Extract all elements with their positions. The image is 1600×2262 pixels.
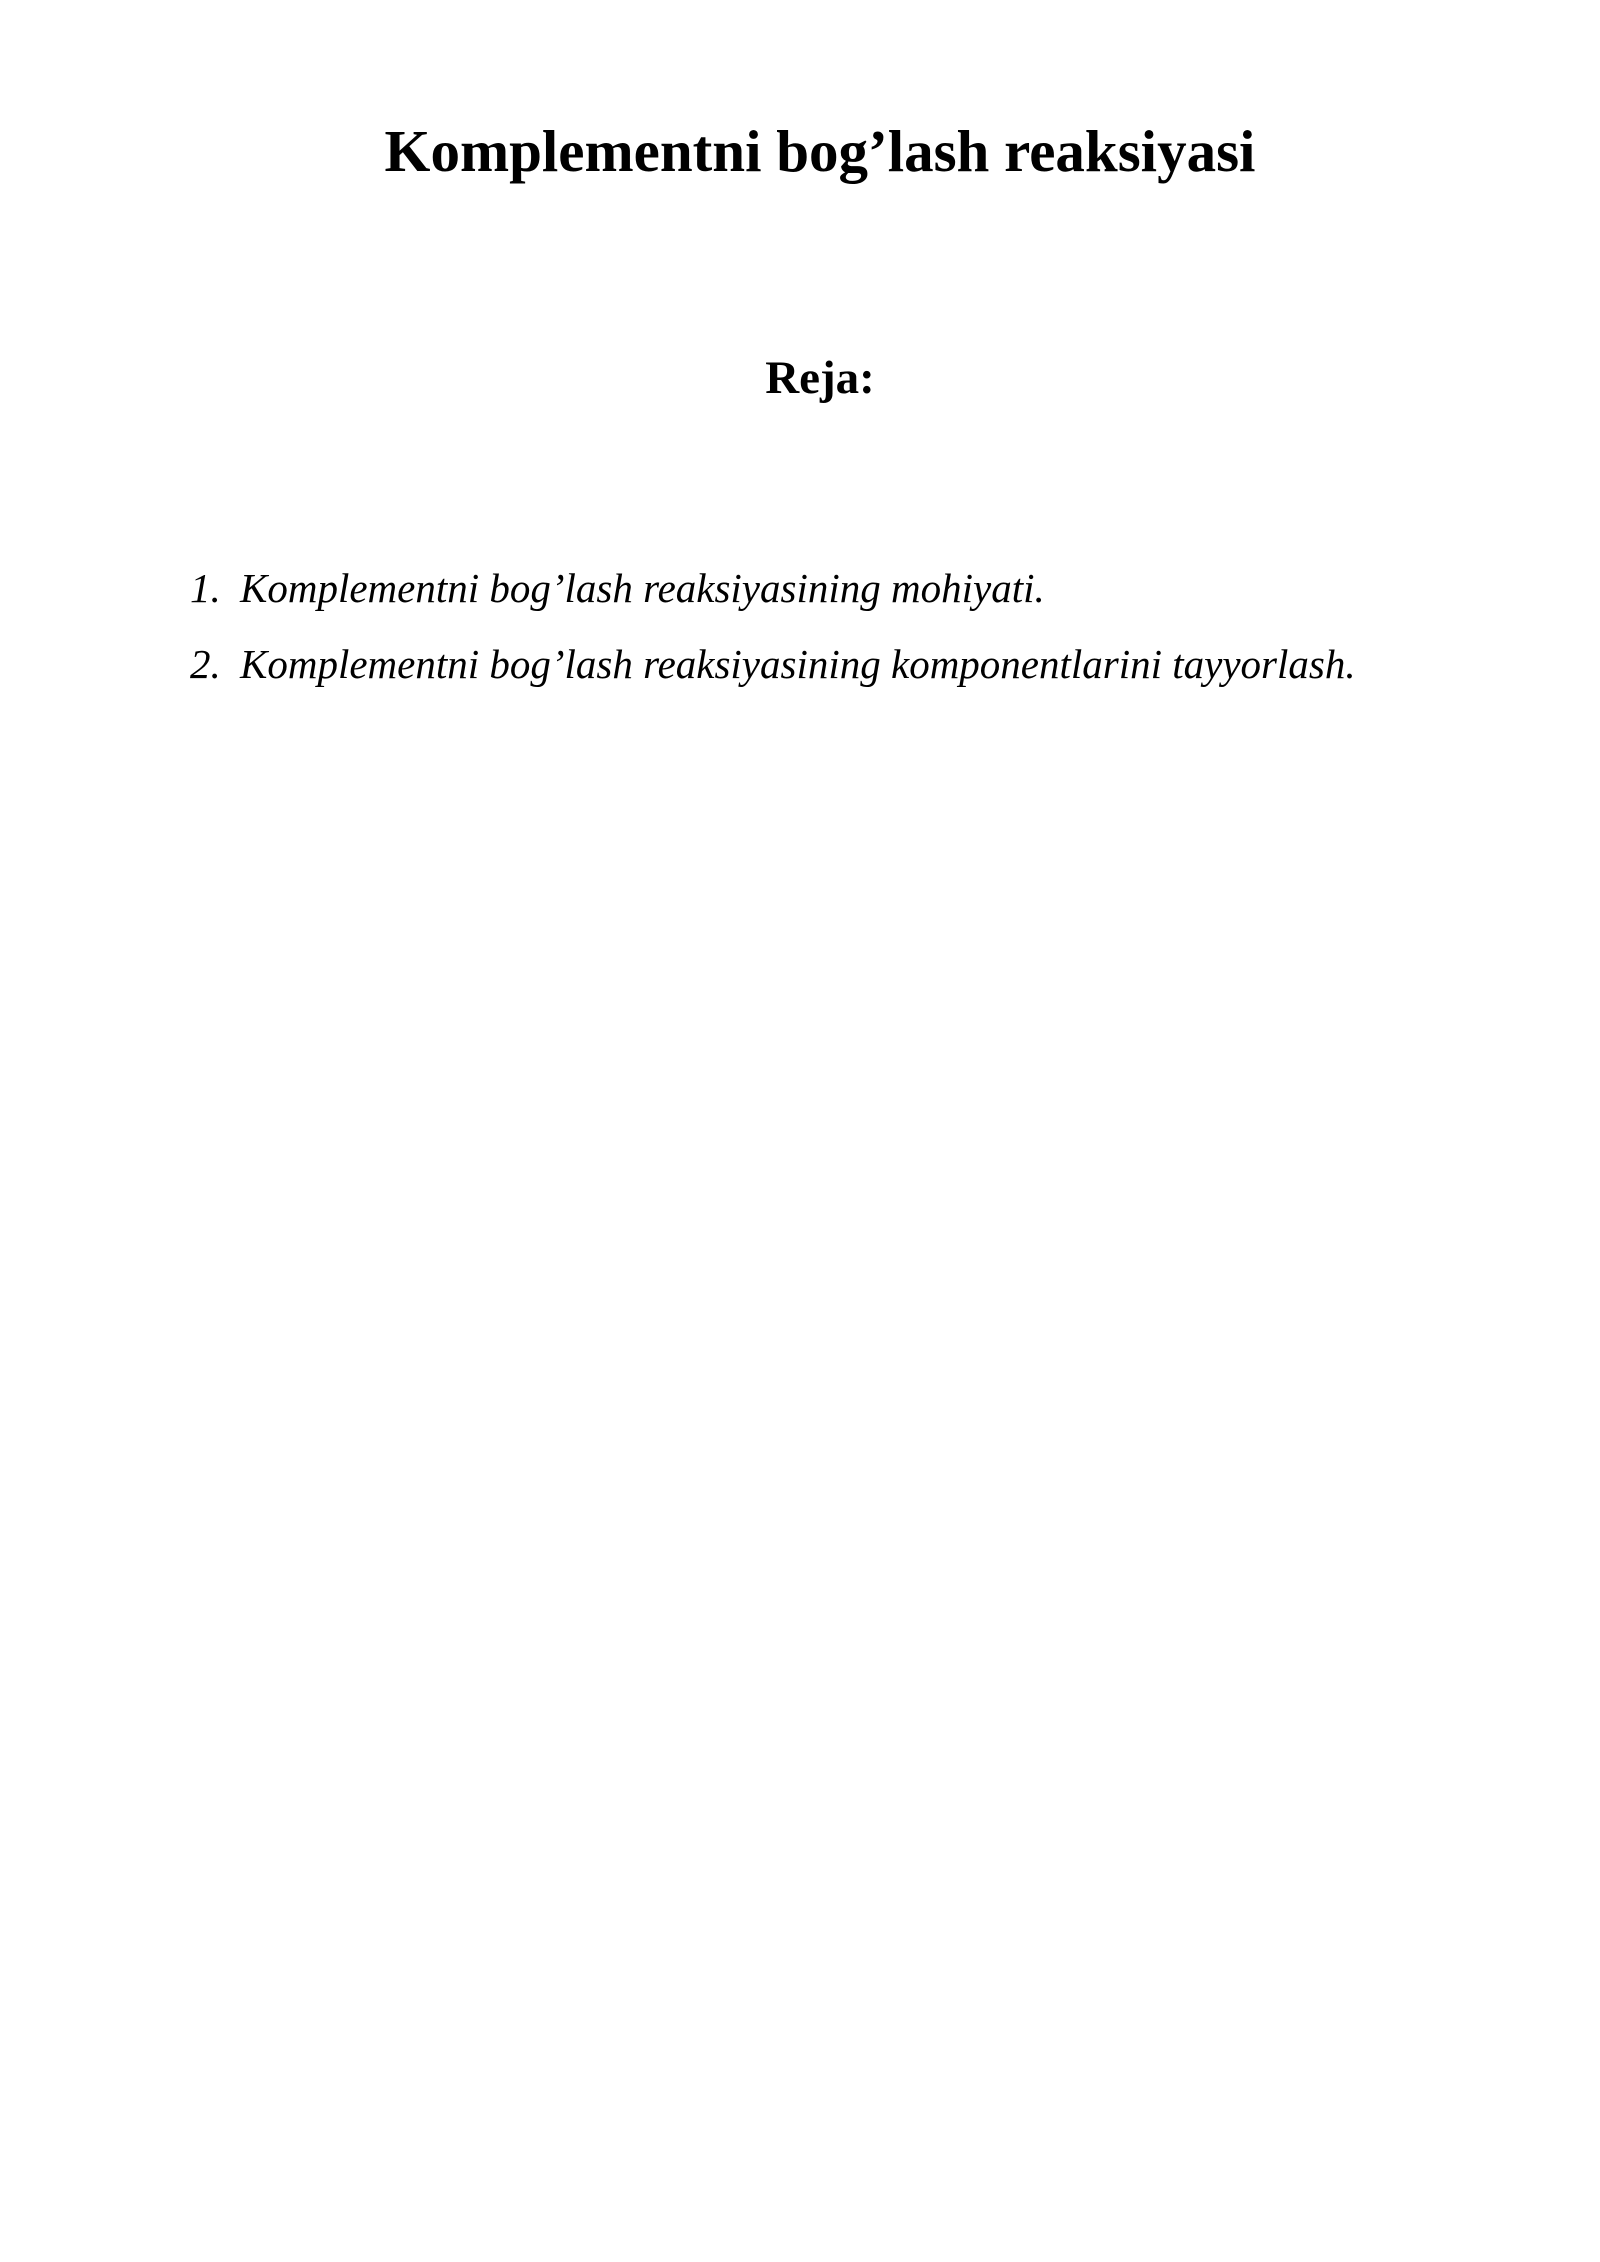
- plan-heading: Reja:: [765, 352, 875, 404]
- plan-item-number: 2.: [190, 641, 221, 687]
- plan-list: [0, 558, 1600, 710]
- document-title: Komplementni bog’lash reaksiyasi: [384, 118, 1256, 184]
- plan-item: [0, 634, 1600, 710]
- plan-item-text: Komplementni bog’lash reaksiyasining mohiyati.: [240, 565, 1045, 611]
- plan-item-number: 1.: [190, 565, 221, 611]
- plan-item: [0, 558, 1600, 634]
- plan-item-text: Komplementni bog’lash reaksiyasining komponentlarini tayyorlash.: [240, 641, 1356, 687]
